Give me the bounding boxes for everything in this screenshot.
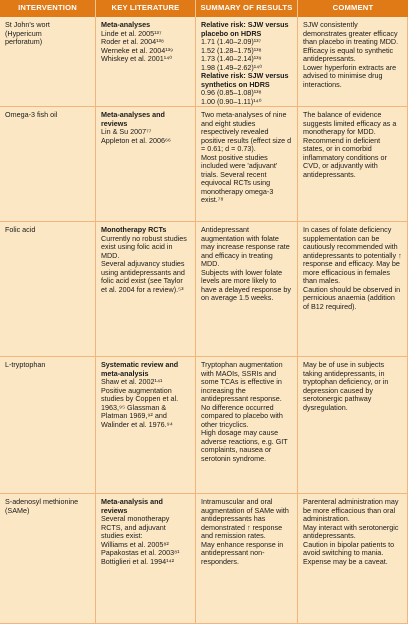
- row-omega3-comment: The balance of evidence suggests limited efficacy as a monotherapy for MDD. Recommend in deficient states, or in comorbid inflammatory conditions or CVD, or adjuvantly with antidepressants.: [298, 107, 408, 222]
- header-key-literature: KEY LITERATURE: [96, 0, 196, 17]
- row-same-summary: Intramuscular and oral augmentation of SAMe with antidepressants has demonstrated ↑ response and remission rates. May enhance response in antidepressant non-responders.: [196, 494, 298, 624]
- row-sjw-literature: Meta-analyses Linde et al. 2005¹³⁷ Roder et al. 2004¹³⁸ Werneke et al. 2004¹³⁹ Whiskey et al. 2001¹⁴⁰: [96, 17, 196, 107]
- row-folic-intervention: Folic acid: [0, 222, 96, 357]
- row-tryptophan-literature: Systematic review and meta-analysis Shaw et al. 2002¹⁴¹ Positive augmentation studies by Coppen et al. 1963,⁹⁵ Glassman & Platman 1969,⁹² and Walinder et al. 1976.⁹⁴: [96, 357, 196, 494]
- row-folic-summary: Antidepressant augmentation with folate may increase response rate and efficacy in treating MDD. Subjects with lower folate levels are more likely to have a delayed response by on average 1.5 weeks.: [196, 222, 298, 357]
- header-comment: COMMENT: [298, 0, 408, 17]
- row-sjw-intervention: St John's wort (Hypericum perforatum): [0, 17, 96, 107]
- row-same-comment: Parenteral administration may be more efficacious than oral administration. May interact with serotonergic antidepressants. Caution in bipolar patients to avoid switching to mania. Expense may be a caveat.: [298, 494, 408, 624]
- row-omega3-intervention: Omega-3 fish oil: [0, 107, 96, 222]
- row-tryptophan-intervention: L-tryptophan: [0, 357, 96, 494]
- row-sjw-comment: SJW consistently demonstrates greater efficacy than placebo in treating MDD. Efficacy is equal to synthetic antidepressants. Lower hyperforin extracts are advised to minimise drug interactions.: [298, 17, 408, 107]
- header-intervention: INTERVENTION: [0, 0, 96, 17]
- row-omega3-literature: Meta-analyses and reviews Lin & Su 2007⁷⁷ Appleton et al. 2006⁶⁶: [96, 107, 196, 222]
- row-omega3-summary: Two meta-analyses of nine and eight studies respectively revealed positive results (effect size d = 0.61; d = 0.73). Most positive studies included were 'adjuvant' trials. Several recent equivocal RCTs using monotherapy omega-3 exist.⁷⁸: [196, 107, 298, 222]
- row-tryptophan-comment: May be of use in subjects taking antidepressants, in tryptophan deficiency, or in depression caused by serotonergic pathway dysregulation.: [298, 357, 408, 494]
- row-tryptophan-summary: Tryptophan augmentation with MAOIs, SSRIs and some TCAs is effective in increasing the antidepressant response. No difference occurred compared to placebo with other tricyclics. High dosage may cause adverse reactions, e.g. GIT complaints, nausea or serotonin syndrome.: [196, 357, 298, 494]
- row-same-intervention: S-adenosyl methionine (SAMe): [0, 494, 96, 624]
- row-same-literature: Meta-analysis and reviews Several monotherapy RCTS, and adjuvant studies exist: Williams et al. 2005⁸² Papakostas et al. 2003⁸¹ Bottiglieri et al. 1994¹⁴²: [96, 494, 196, 624]
- row-sjw-summary: Relative risk: SJW versus placebo on HDRS 1.71 (1.40–2.09)¹³⁷ 1.52 (1.28–1.75)¹³⁸ 1.73 (1.40–2.14)¹³⁹ 1.98 (1.49–2.62)¹⁴⁰ Relative risk: SJW versus synthetics on HDRS 0.96 (0.85–1.08)¹³⁸ 1.00 (0.90–1.11)¹⁴⁰: [196, 17, 298, 107]
- header-summary-of-results: SUMMARY OF RESULTS: [196, 0, 298, 17]
- row-folic-comment: In cases of folate deficiency supplementation can be cautiously recommended with antidepressants to potentially ↑ response and efficacy. May be more efficacious in females than males. Caution should be observed in pernicious anaemia (addition of B12 required).: [298, 222, 408, 357]
- row-folic-literature: Monotherapy RCTs Currently no robust studies exist using folic acid in MDD. Several adjuvancy studies using antidepressants and folic acid exist (see Taylor et al. 2004 for a review).⁵³: [96, 222, 196, 357]
